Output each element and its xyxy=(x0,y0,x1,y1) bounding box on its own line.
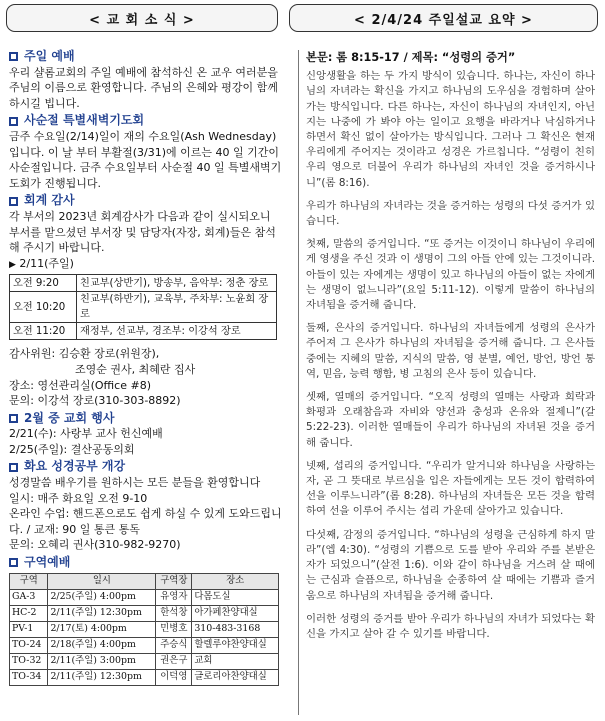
bible-study-title: 화요 성경공부 개강 xyxy=(24,459,126,474)
zone-cell: TO-34 xyxy=(10,669,48,685)
date-cell: 2/25(주일) 4:00pm xyxy=(48,589,156,605)
sermon-paragraph: 우리가 하나님의 자녀라는 것을 증거하는 성령의 다섯 증거가 있습니다. xyxy=(306,199,595,228)
schedule-desc: 친교부(상반기), 방송부, 음악부: 정춘 장로 xyxy=(77,275,277,292)
square-bullet-icon xyxy=(9,117,18,126)
table-row xyxy=(10,589,279,605)
sermon-paragraph: 이러한 성령의 증거를 받아 우리가 하나님의 자녀가 되었다는 확신을 가지고 살아 갈 수 있기를 바랍니다. xyxy=(306,612,595,640)
date-cell: 2/11(주일) 12:30pm xyxy=(48,605,156,621)
zone-cell: TO-24 xyxy=(10,637,48,653)
schedule-time: 오전 10:20 xyxy=(10,292,77,323)
table-row xyxy=(10,605,279,621)
place-cell: 310-483-3168 xyxy=(192,621,279,637)
lent-body: 금주 수요일(2/14)일이 재의 수요일(Ash Wednesday) 입니다. 이 날 부터 부활절(3/31)에 이르는 40 일 기간이 사순절입니다. 금주 수요일부터 사순절 40 일 특별새벽기도회가 진행됩니다. xyxy=(9,129,282,190)
lent-title: 사순절 특별새벽기도회 xyxy=(24,113,145,128)
schedule-time: 오전 9:20 xyxy=(10,275,77,292)
bible-study-contact: 문의: 오혜리 권사(310-982-9270) xyxy=(9,538,181,552)
table-row xyxy=(10,621,279,637)
leader-cell: 유영자 xyxy=(156,589,192,605)
leader-cell: 한석창 xyxy=(156,605,192,621)
leader-cell: 권은구 xyxy=(156,653,192,669)
table-row xyxy=(10,669,279,685)
sermon-summary-header xyxy=(289,4,598,32)
sermon-summary-column xyxy=(298,50,595,715)
church-news-column xyxy=(9,47,283,686)
audit-date-text: 2/11(주일) xyxy=(19,256,74,270)
events-section-title xyxy=(9,411,283,427)
event-item: 2/25(주일): 결산공동의회 xyxy=(9,442,135,456)
audit-committee: 감사위원: 김승환 장로(위원장), xyxy=(9,347,160,361)
zone-cell: TO-32 xyxy=(10,653,48,669)
worship-body: 우리 샬롬교회의 주일 예배에 참석하신 온 교우 여러분을 주님의 이름으로 환영합니다. 주님의 은혜와 평강이 함께 하시길 빕니다. xyxy=(9,65,278,110)
audit-section-title xyxy=(9,193,283,209)
audit-date xyxy=(9,256,283,274)
square-bullet-icon xyxy=(9,558,18,567)
column-header: 구역장 xyxy=(156,573,192,589)
square-bullet-icon xyxy=(9,52,18,61)
zone-cell: GA-3 xyxy=(10,589,48,605)
sermon-summary-header-text: < 2/4/24 주일설교 요약 > xyxy=(354,12,533,28)
audit-schedule-table xyxy=(9,274,277,340)
bible-study-time: 일시: 매주 화요일 오전 9-10 xyxy=(9,491,148,505)
worship-section-title xyxy=(9,49,283,65)
sermon-paragraph: 넷째, 섭리의 증거입니다. “우리가 알거니와 하나님을 사랑하는 자, 곧 그 뜻대로 부르심을 입은 자들에게는 모든 것이 합력하여 선을 이루느니라”(롬 8:28). 하나님의 자녀들은 모든 것을 합력하여 선을 이루어 주시는 섭리 가운데 살아가고 있습니다. xyxy=(306,459,595,518)
place-cell: 아가페찬양대실 xyxy=(192,605,279,621)
audit-committee-2: 조영순 권사, 최혜란 집사 xyxy=(75,362,196,376)
bible-study-body: 성경말씀 배우기를 원하시는 모든 분들을 환영합니다 xyxy=(9,476,261,490)
church-news-header-text: < 교 회 소 식 > xyxy=(89,12,195,28)
zone-cell: PV-1 xyxy=(10,621,48,637)
bible-study-online: 온라인 수업: 핸드폰으로도 쉽게 하실 수 있게 도와드립니다. / 교재: 90 일 통큰 통독 xyxy=(9,507,282,536)
audit-title: 회계 감사 xyxy=(24,193,75,208)
audit-body: 각 부서의 2023년 회계감사가 다음과 같이 실시되오니 부서를 맡으셨던 부서장 및 담당자(자장, 회계)들은 참석해 주시기 바랍니다. xyxy=(9,209,276,255)
square-bullet-icon xyxy=(9,414,18,423)
date-cell: 2/11(주일) 3:00pm xyxy=(48,653,156,669)
church-news-header xyxy=(6,4,278,32)
place-cell: 할렐루야찬양대실 xyxy=(192,637,279,653)
event-item: 2/21(수): 사랑부 교사 헌신예배 xyxy=(9,427,163,441)
sermon-paragraph: 다섯째, 감정의 증거입니다. “하나님의 성령을 근심하게 하지 말라”(엡 4:30). “성령의 기쁨으로 도를 받아 우리와 주를 본받은 자가 되었으니”(살전 1:6). 이와 같이 하나님을 거스려 살 때에는 근심과 슬픔으로, 하나님을 순종하여 살 때에는 기쁨과 즐거움으로 하나님의 자녀됨을 증거해 줍니다. xyxy=(306,528,595,602)
column-header: 장소 xyxy=(192,573,279,589)
lent-section-title xyxy=(9,113,283,129)
square-bullet-icon xyxy=(9,197,18,206)
bible-study-section-title xyxy=(9,459,283,475)
audit-place: 장소: 영선관리실(Office #8) xyxy=(9,378,151,392)
sermon-paragraph: 둘째, 은사의 증거입니다. 하나님의 자녀들에게 성령의 은사가 주어져 그 은사가 하나님의 자녀됨을 증거해 줍니다. 그 은사들 중에는 지혜의 말씀, 지식의 말씀, 영 분별, 예언, 방언, 방언 통역, 믿음, 능력 행함, 병 고침의 은사 등이 있습니다. xyxy=(306,322,595,380)
events-title: 2월 중 교회 행사 xyxy=(24,410,115,425)
leader-cell: 이덕영 xyxy=(156,669,192,685)
table-row xyxy=(10,653,279,669)
table-row xyxy=(10,292,277,323)
schedule-time: 오전 11:20 xyxy=(10,323,77,340)
zone-worship-title: 구역예배 xyxy=(24,555,71,570)
place-cell: 다몸도실 xyxy=(192,589,279,605)
zone-worship-table xyxy=(9,573,279,686)
audit-contact: 문의: 이강석 장로(310-303-8892) xyxy=(9,394,181,408)
sermon-paragraph: 첫째, 말씀의 증거입니다. “또 증거는 이것이니 하나님이 우리에게 영생을 주신 것과 이 생명이 그의 아들 안에 있는 그것이니라. 아들이 있는 자에게는 생명이 있고 하나님의 아들이 없는 자에게는 생명이 없느니라”(요일 5:11-12). 이렇게 말씀이 하나님의 자녀됨을 증거해 줍니다. xyxy=(306,238,595,312)
zone-worship-section-title xyxy=(9,555,283,571)
schedule-desc: 친교부(하반기), 교육부, 주차부: 노윤희 장로 xyxy=(77,292,277,323)
schedule-desc: 재정부, 선교부, 경조부: 이강석 장로 xyxy=(77,323,277,340)
table-header-row xyxy=(10,573,279,589)
square-bullet-icon xyxy=(9,463,18,472)
place-cell: 교회 xyxy=(192,653,279,669)
date-cell: 2/11(주일) 12:30pm xyxy=(48,669,156,685)
table-row xyxy=(10,637,279,653)
worship-title: 주일 예배 xyxy=(24,49,75,63)
leader-cell: 민병호 xyxy=(156,621,192,637)
column-header: 구역 xyxy=(10,573,48,589)
sermon-title: 본문: 롬 8:15-17 / 제목: “성령의 증거” xyxy=(306,51,516,64)
sermon-paragraph: 신앙생활을 하는 두 가지 방식이 있습니다. 하나는, 자신이 하나님의 자녀라는 확신을 가지고 하나님의 도우심을 경험하며 살아가는 방식입니다. 다른 하나는, 자신이 하나님의 자녀인지, 아닌지는 나중에 가 봐야 아는 일이고 요행을 바라거나 낙심하거나 하면서 확신 없이 살아가는 방식입니다. 그러나 그 확신은 현재 우리에게 주어지는 것이라고 성경은 가르칩니다. “성령이 친히 우리 영으로 더불어 우리가 하나님의 자녀인 것을 증거하시나니”(롬 8:16). xyxy=(306,70,595,189)
date-cell: 2/18(주일) 4:00pm xyxy=(48,637,156,653)
sermon-paragraph: 셋째, 열매의 증거입니다. “오직 성령의 열매는 사랑과 희락과 화평과 오래참음과 자비와 양선과 충성과 온유와 절제니”(갈 5:22-23). 이러한 열매들이 우리가 하나님의 자녀된 것을 증거해 줍니다. xyxy=(306,391,595,449)
date-cell: 2/17(토) 4:00pm xyxy=(48,621,156,637)
table-row xyxy=(10,323,277,340)
table-row xyxy=(10,275,277,292)
place-cell: 글로리아찬양대실 xyxy=(192,669,279,685)
zone-cell: HC-2 xyxy=(10,605,48,621)
leader-cell: 주승식 xyxy=(156,637,192,653)
triangle-right-icon: ▶ xyxy=(9,259,16,270)
column-header: 일시 xyxy=(48,573,156,589)
